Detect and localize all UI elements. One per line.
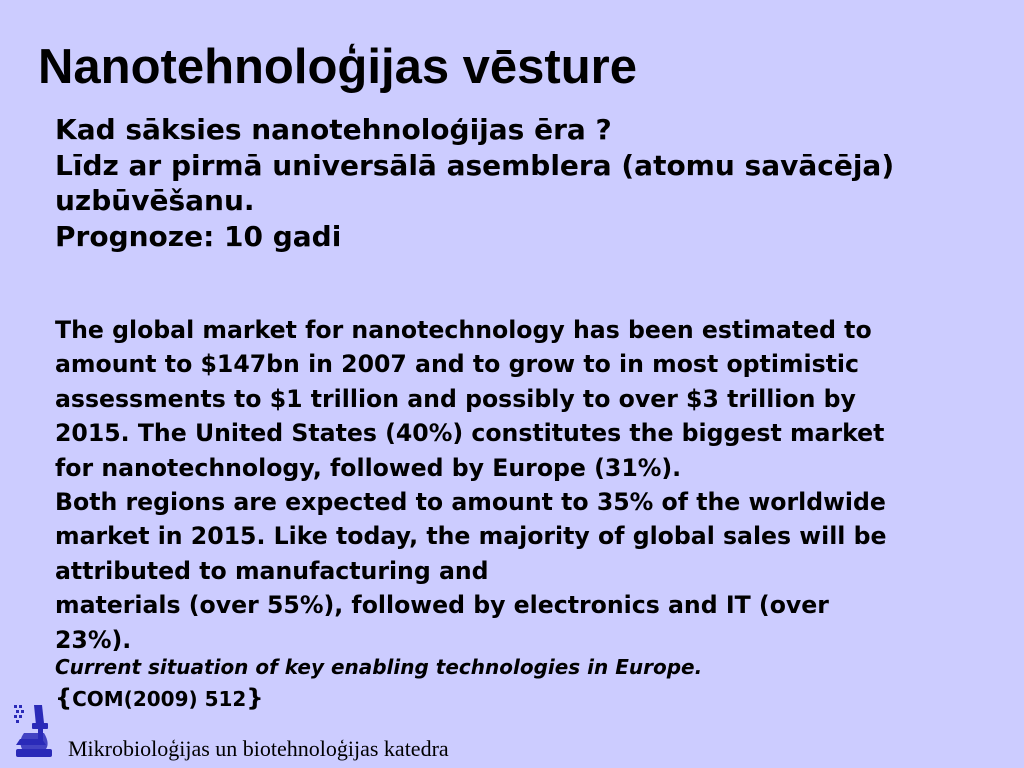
- microscope-icon: [12, 703, 56, 759]
- english-line: assessments to $1 trillion and possibly to over $3 trillion by: [55, 384, 856, 413]
- english-paragraph: [55, 313, 985, 657]
- reference-code: COM(2009) 512: [72, 687, 247, 711]
- english-line: 23%).: [55, 625, 132, 654]
- document-reference: [55, 684, 263, 713]
- english-line: for nanotechnology, followed by Europe (31%).: [55, 453, 682, 482]
- latvian-line: Līdz ar pirmā universālā asemblera (atomu savācēja): [55, 148, 895, 182]
- latvian-line: Prognoze: 10 gadi: [55, 219, 342, 253]
- latvian-line: Kad sāksies nanotehnoloģijas ēra ?: [55, 113, 612, 146]
- slide-title: Nanotehnoloģijas vēsture: [38, 40, 638, 94]
- reference-close-brace: }: [246, 684, 264, 712]
- source-citation: Current situation of key enabling technologies in Europe.: [55, 655, 703, 679]
- reference-open-brace: {: [55, 684, 73, 712]
- english-line: attributed to manufacturing and: [55, 556, 489, 585]
- department-name: Mikrobioloģijas un biotehnoloģijas katedra: [68, 736, 449, 761]
- english-line: Both regions are expected to amount to 35% of the worldwide: [55, 488, 886, 517]
- english-line: 2015. The United States (40%) constitutes the biggest market: [55, 419, 885, 448]
- latvian-line: uzbūvēšanu.: [55, 184, 255, 217]
- english-line: market in 2015. Like today, the majority of global sales will be: [55, 522, 887, 551]
- english-line: The global market for nanotechnology has been estimated to: [55, 316, 872, 344]
- english-line: amount to $147bn in 2007 and to grow to in most optimistic: [55, 350, 859, 379]
- latvian-paragraph: [55, 112, 995, 254]
- english-line: materials (over 55%), followed by electronics and IT (over: [55, 591, 829, 620]
